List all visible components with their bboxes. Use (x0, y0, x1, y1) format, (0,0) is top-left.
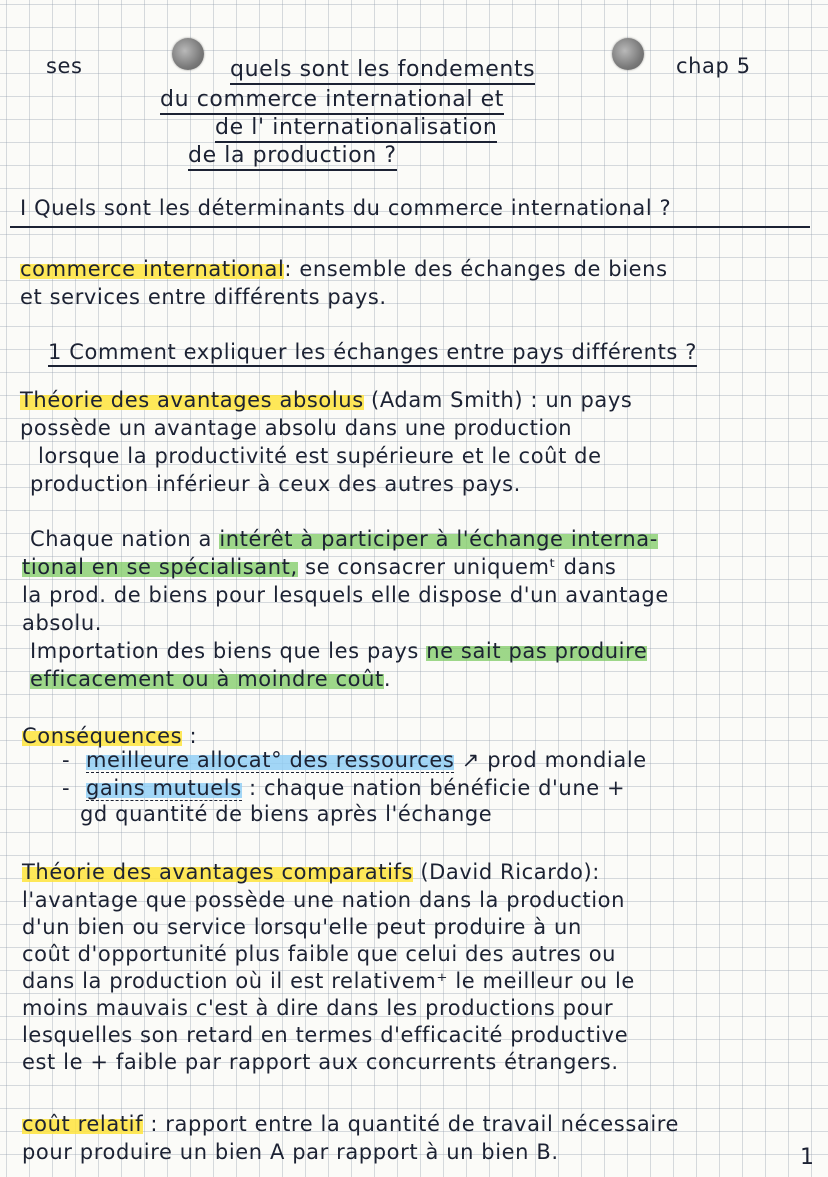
title-line-3: de l' internationalisation (215, 116, 497, 140)
comparative-line-8: est le + faible par rapport aux concurrents étrangers. (22, 1050, 619, 1074)
subject-label: ses (46, 54, 83, 78)
relative-line-2: pour produire un bien A par rapport à un bien B. (22, 1140, 559, 1164)
nation-line-1: Chaque nation a intérêt à participer à l'échange interna- (30, 527, 658, 551)
consequences-heading: Conséquences : (22, 724, 198, 748)
subsection-heading: 1 Comment expliquer les échanges entre pays différents ? (48, 340, 697, 364)
comparative-term: Théorie des avantages comparatifs (22, 860, 414, 884)
consequence-item-1: meilleure allocat° des ressources ↗ prod mondiale (86, 748, 647, 772)
consequence-item-2: gains mutuels : chaque nation bénéficie d'une + (86, 776, 626, 800)
nation-line-5: Importation des biens que les pays ne sait pas produire (30, 639, 648, 663)
relative-term: coût relatif (22, 1112, 144, 1136)
title-line-2: du commerce international et (160, 88, 504, 112)
relative-line-1: coût relatif : rapport entre la quantité de travail nécessaire (22, 1112, 680, 1136)
absolute-line-4: production inférieur à ceux des autres pays. (30, 472, 521, 496)
consequence-bullet-1: - (62, 748, 71, 772)
definition-line-2: et services entre différents pays. (20, 285, 387, 309)
absolute-line-1: Théorie des avantages absolus (Adam Smith) : un pays (20, 388, 633, 412)
nation-line-2: tional en se spécialisant, se consacrer uniquemᵗ dans (22, 555, 617, 579)
comparative-line-7: lesquelles son retard en termes d'efficacité productive (22, 1023, 629, 1047)
definition-line-1: commerce international: ensemble des échanges de biens (20, 257, 668, 281)
page-number: 1 (800, 1145, 815, 1170)
nation-line-6: efficacement ou à moindre coût. (30, 667, 392, 691)
title-line-1: quels sont les fondements (230, 58, 535, 82)
comparative-line-1: Théorie des avantages comparatifs (David Ricardo): (22, 860, 600, 884)
binder-hole-right (612, 38, 644, 70)
section-heading: I Quels sont les déterminants du commerce international ? (20, 196, 672, 220)
nation-line-3: la prod. de biens pour lesquels elle dispose d'un avantage (22, 583, 669, 607)
chapter-label: chap 5 (676, 54, 751, 78)
consequence-bullet-2: - (62, 776, 71, 800)
comparative-line-3: d'un bien ou service lorsqu'elle peut produire à un (22, 915, 582, 939)
definition-term: commerce international (20, 257, 285, 281)
comparative-line-4: coût d'opportunité plus faible que celui des autres ou (22, 942, 617, 966)
comparative-line-6: moins mauvais c'est à dire dans les productions pour (22, 996, 614, 1020)
title-line-4: de la production ? (188, 144, 397, 168)
binder-hole-left (172, 38, 204, 70)
comparative-line-5: dans la production où il est relativem⁺ le meilleur ou le (22, 969, 635, 993)
absolute-term: Théorie des avantages absolus (20, 388, 364, 412)
nation-line-4: absolu. (22, 611, 103, 635)
consequence-item-2-cont: gd quantité de biens après l'échange (80, 802, 493, 826)
section-rule (10, 226, 810, 228)
absolute-line-3: lorsque la productivité est supérieure et le coût de (38, 444, 602, 468)
comparative-line-2: l'avantage que possède une nation dans la production (22, 888, 626, 912)
absolute-line-2: possède un avantage absolu dans une production (20, 416, 573, 440)
